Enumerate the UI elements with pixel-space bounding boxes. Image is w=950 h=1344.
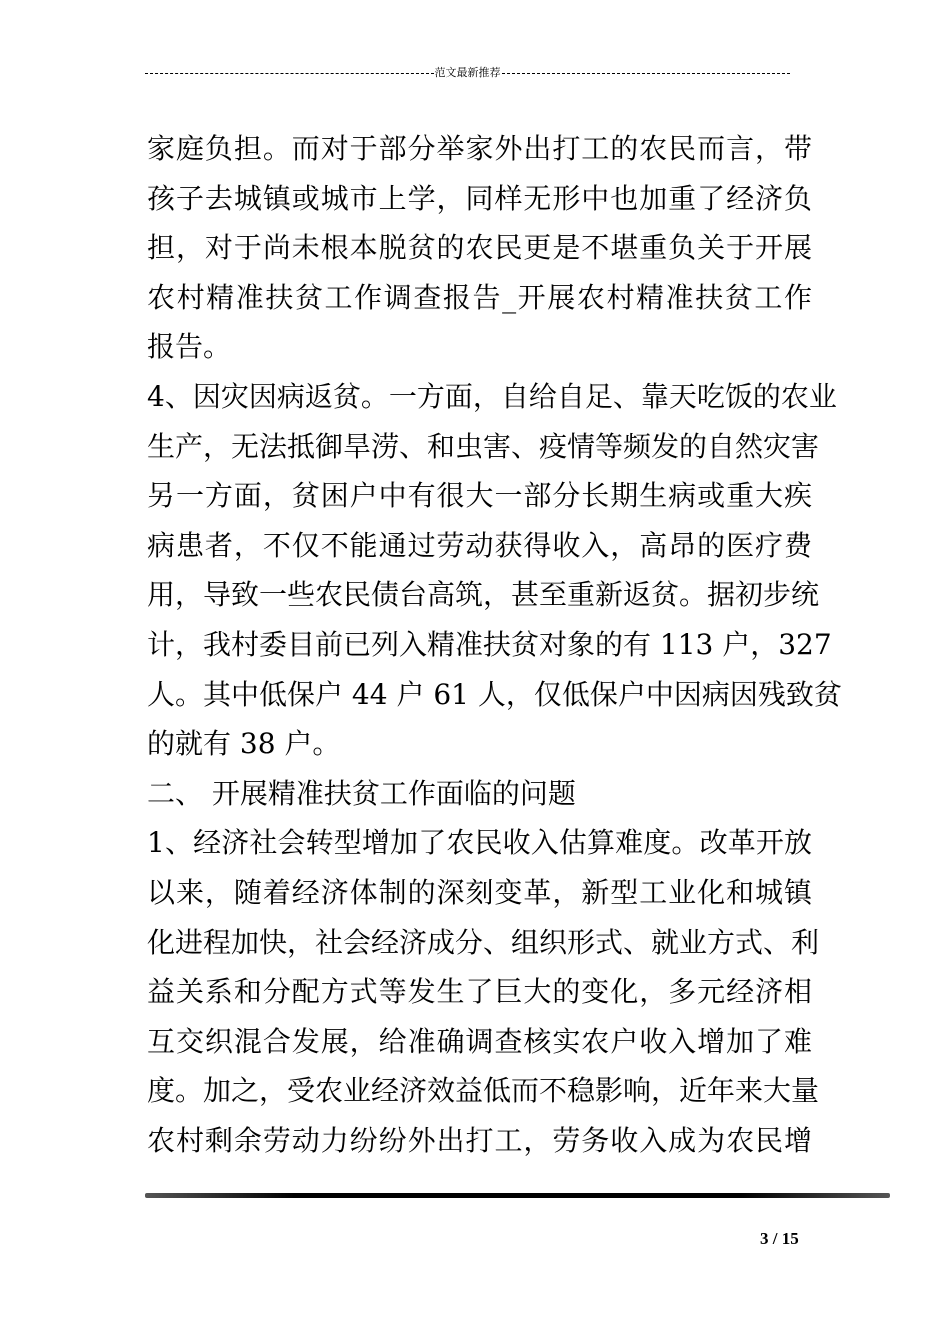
header-title: 范文最新推荐 [434,66,501,79]
text-line: 另一方面，贫困户中有很大一部分长期生病或重大疾 [147,479,812,513]
text-line: 孩子去城镇或城市上学，同样无形中也加重了经济负 [147,181,812,215]
text-line: 1、经济社会转型增加了农民收入估算难度。改革开放 [147,826,812,860]
header-rule-left [145,73,434,74]
text-line: 报告。 [147,330,232,364]
text-line: 4、因灾因病返贫。一方面，自给自足、靠天吃饭的农业 [147,379,837,413]
text-line: 农村剩余劳动力纷纷外出打工，劳务收入成为农民增 [147,1123,812,1157]
text-line: 度。加之，受农业经济效益低而不稳影响，近年来大量 [147,1074,820,1108]
section-heading: 二、 开展精准扶贫工作面临的问题 [147,776,576,810]
text-line: 化进程加快，社会经济成分、组织形式、就业方式、利 [147,925,820,959]
text-line: 益关系和分配方式等发生了巨大的变化，多元经济相 [147,975,812,1009]
footer-rule [145,1193,890,1198]
text-line: 互交织混合发展，给准确调查核实农户收入增加了难 [147,1024,812,1058]
text-line: 的就有 38 户。 [147,727,341,761]
text-line: 用，导致一些农民债台高筑，甚至重新返贫。据初步统 [147,578,820,612]
document-body [147,124,842,1165]
text-line: 担，对于尚未根本脱贫的农民更是不堪重负关于开展 [147,231,812,265]
text-line: 计，我村委目前已列入精准扶贫对象的有 113 户，327 [147,627,832,661]
header-rule-right [502,73,791,74]
text-line: 人。其中低保户 44 户 61 人，仅低保户中因病因残致贫 [147,677,842,711]
text-line: 农村精准扶贫工作调查报告_开展农村精准扶贫工作 [147,280,812,314]
text-line: 病患者，不仅不能通过劳动获得收入，高昂的医疗费 [147,528,812,562]
text-line: 家庭负担。而对于部分举家外出打工的农民而言，带 [147,132,812,165]
page-number: 3 / 15 [760,1229,799,1248]
text-line: 以来，随着经济体制的深刻变革，新型工业化和城镇 [147,875,812,909]
text-line: 生产，无法抵御旱涝、和虫害、疫情等频发的自然灾害 [147,429,820,463]
page-header [145,66,790,80]
